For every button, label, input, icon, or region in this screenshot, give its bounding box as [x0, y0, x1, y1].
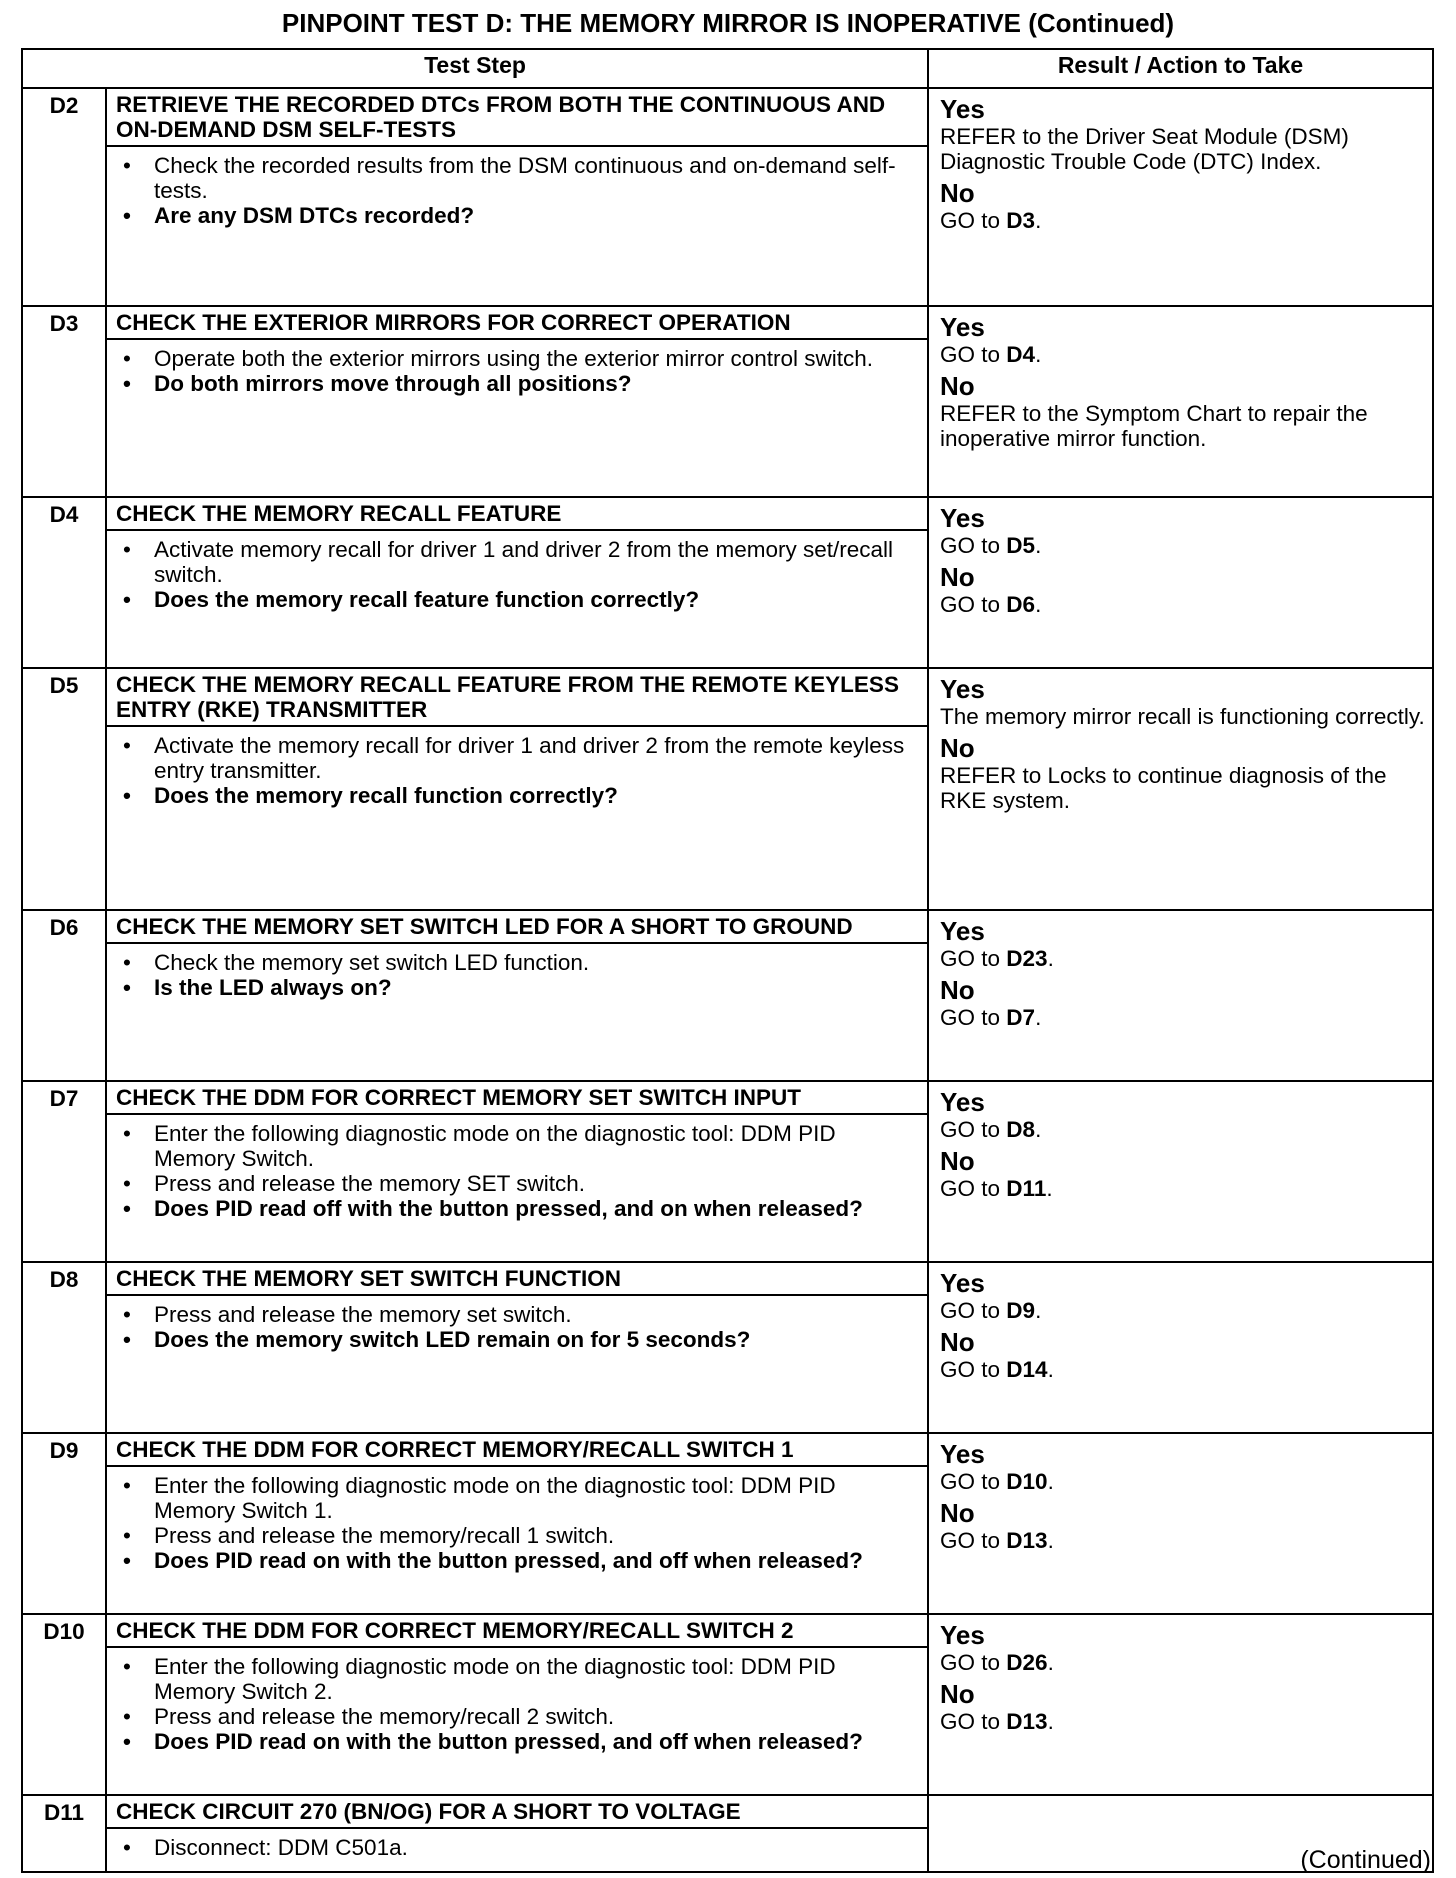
instruction-text: Check the memory set switch LED function.: [154, 950, 590, 975]
instruction-item: [116, 733, 919, 783]
result-option-no: [940, 1146, 1426, 1201]
bullet-icon: •: [123, 203, 131, 228]
step-title-row: [22, 1081, 1433, 1114]
bullet-icon: •: [123, 153, 131, 178]
instruction-text: Activate the memory recall for driver 1 and driver 2 from the remote keyless entry transmitter.: [154, 733, 905, 783]
bullet-icon: •: [123, 1171, 131, 1196]
instruction-item: [116, 1121, 919, 1171]
bullet-icon: •: [123, 1121, 131, 1146]
goto-step-link[interactable]: D4: [1006, 342, 1036, 367]
instruction-text: Enter the following diagnostic mode on the diagnostic tool: DDM PID Memory Switch 1.: [154, 1473, 836, 1523]
result-action-suffix: .: [1047, 1709, 1054, 1734]
result-action: [940, 533, 1426, 558]
result-option-yes: [940, 916, 1426, 971]
result-action-text: GO to: [940, 342, 1007, 367]
goto-step-link[interactable]: D9: [1006, 1298, 1036, 1323]
instruction-list: [116, 1473, 919, 1573]
bullet-icon: •: [123, 1704, 131, 1729]
result-action: [940, 1709, 1426, 1734]
goto-step-link[interactable]: D23: [1006, 946, 1048, 971]
step-id: D7: [22, 1081, 106, 1262]
bullet-icon: •: [123, 1327, 131, 1352]
result-action: [940, 1469, 1426, 1494]
step-title: CHECK THE DDM FOR CORRECT MEMORY/RECALL SWITCH 2: [106, 1614, 928, 1647]
result-option-yes: [940, 503, 1426, 558]
result-option-yes: [940, 674, 1426, 729]
step-instructions: [106, 1828, 928, 1872]
step-id: D10: [22, 1614, 106, 1795]
result-action: [940, 1176, 1426, 1201]
step-result: [928, 1081, 1433, 1262]
result-option-yes: [940, 1439, 1426, 1494]
result-action-text: GO to: [940, 1528, 1007, 1553]
result-label: No: [940, 975, 975, 1005]
result-action: [940, 1298, 1426, 1323]
step-instructions: [106, 1647, 928, 1795]
instruction-item: [116, 975, 919, 1000]
instruction-item: [116, 950, 919, 975]
instruction-item: [116, 371, 919, 396]
instruction-item: [116, 1548, 919, 1573]
bullet-icon: •: [123, 371, 131, 396]
instruction-item: [116, 1654, 919, 1704]
instruction-item: [116, 783, 919, 808]
result-action: [940, 592, 1426, 617]
result-action: [940, 208, 1426, 233]
instruction-text: Does the memory switch LED remain on for 5 seconds?: [154, 1327, 751, 1352]
step-id: D3: [22, 306, 106, 497]
result-option-yes: [940, 94, 1426, 174]
result-label: Yes: [940, 674, 985, 704]
result-options: [940, 674, 1426, 813]
result-option-yes: [940, 1620, 1426, 1675]
instruction-text: Enter the following diagnostic mode on the diagnostic tool: DDM PID Memory Switch 2.: [154, 1654, 836, 1704]
instruction-text: Does PID read on with the button pressed, and off when released?: [154, 1729, 863, 1754]
step-instructions: [106, 339, 928, 497]
bullet-icon: •: [123, 1654, 131, 1679]
pinpoint-test-table: [21, 48, 1434, 1873]
instruction-list: [116, 1302, 919, 1352]
instruction-text: Activate memory recall for driver 1 and driver 2 from the memory set/recall switch.: [154, 537, 893, 587]
result-action-suffix: .: [1035, 533, 1042, 558]
result-action-text: The memory mirror recall is functioning correctly.: [940, 704, 1425, 729]
result-action-text: GO to: [940, 208, 1007, 233]
step-title: RETRIEVE THE RECORDED DTCs FROM BOTH THE CONTINUOUS AND ON-DEMAND DSM SELF-TESTS: [106, 88, 928, 146]
result-action-suffix: .: [1046, 1176, 1053, 1201]
result-action: [940, 1650, 1426, 1675]
bullet-icon: •: [123, 975, 131, 1000]
result-label: No: [940, 1498, 975, 1528]
result-option-no: [940, 371, 1426, 451]
step-result: [928, 910, 1433, 1081]
result-action-suffix: .: [1035, 1298, 1042, 1323]
result-label: No: [940, 178, 975, 208]
goto-step-link[interactable]: D26: [1006, 1650, 1048, 1675]
step-result: [928, 306, 1433, 497]
result-option-no: [940, 1679, 1426, 1734]
result-action-suffix: .: [1047, 1469, 1054, 1494]
step-title: CHECK THE MEMORY SET SWITCH FUNCTION: [106, 1262, 928, 1295]
instruction-text: Does PID read on with the button pressed, and off when released?: [154, 1548, 863, 1573]
result-action: [940, 704, 1426, 729]
instruction-item: [116, 1302, 919, 1327]
step-title-row: [22, 910, 1433, 943]
bullet-icon: •: [123, 1302, 131, 1327]
step-title-row: [22, 497, 1433, 530]
bullet-icon: •: [123, 1548, 131, 1573]
step-id: D8: [22, 1262, 106, 1433]
instruction-list: [116, 537, 919, 612]
goto-step-link[interactable]: D13: [1006, 1528, 1048, 1553]
result-option-yes: [940, 1087, 1426, 1142]
result-options: [940, 1439, 1426, 1553]
result-option-no: [940, 1498, 1426, 1553]
step-result: [928, 1262, 1433, 1433]
result-action-text: GO to: [940, 1005, 1007, 1030]
result-label: No: [940, 733, 975, 763]
step-id: D11: [22, 1795, 106, 1872]
bullet-icon: •: [123, 537, 131, 562]
step-result: [928, 88, 1433, 306]
instruction-list: [116, 1121, 919, 1221]
instruction-text: Is the LED always on?: [154, 975, 392, 1000]
bullet-icon: •: [123, 346, 131, 371]
result-action-text: GO to: [940, 1117, 1007, 1142]
instruction-item: [116, 153, 919, 203]
instruction-text: Does the memory recall function correctly?: [154, 783, 618, 808]
bullet-icon: •: [123, 783, 131, 808]
page-title: PINPOINT TEST D: THE MEMORY MIRROR IS INOPERATIVE (Continued): [281, 8, 1175, 38]
result-action-suffix: .: [1047, 1650, 1054, 1675]
table-header-row: [22, 49, 1433, 88]
instruction-text: Do both mirrors move through all positions?: [154, 371, 632, 396]
step-id: D4: [22, 497, 106, 668]
bullet-icon: •: [123, 1729, 131, 1754]
step-instructions: [106, 726, 928, 910]
instruction-list: [116, 950, 919, 1000]
instruction-text: Enter the following diagnostic mode on the diagnostic tool: DDM PID Memory Switch.: [154, 1121, 836, 1171]
bullet-icon: •: [123, 1835, 131, 1860]
instruction-item: [116, 1327, 919, 1352]
goto-step-link[interactable]: D6: [1006, 592, 1036, 617]
result-action: [940, 1005, 1426, 1030]
result-action-text: GO to: [940, 1709, 1007, 1734]
result-label: No: [940, 1679, 975, 1709]
result-action-suffix: .: [1047, 1528, 1054, 1553]
step-title: CHECK THE MEMORY RECALL FEATURE FROM THE REMOTE KEYLESS ENTRY (RKE) TRANSMITTER: [106, 668, 928, 726]
step-result: [928, 668, 1433, 910]
instruction-text: Does PID read off with the button pressed, and on when released?: [154, 1196, 863, 1221]
bullet-icon: •: [123, 1523, 131, 1548]
result-label: Yes: [940, 312, 985, 342]
step-instructions: [106, 943, 928, 1081]
instruction-item: [116, 1835, 919, 1860]
result-action-suffix: .: [1035, 1117, 1042, 1142]
result-label: No: [940, 1327, 975, 1357]
instruction-text: Disconnect: DDM C501a.: [154, 1835, 408, 1860]
goto-step-link[interactable]: D11: [1006, 1176, 1047, 1201]
goto-step-link[interactable]: D7: [1006, 1005, 1036, 1030]
step-title-row: [22, 1433, 1433, 1466]
result-action: [940, 946, 1426, 971]
step-instructions: [106, 1114, 928, 1262]
step-title: CHECK CIRCUIT 270 (BN/OG) FOR A SHORT TO VOLTAGE: [106, 1795, 928, 1828]
result-options: [940, 916, 1426, 1030]
result-action-suffix: .: [1047, 946, 1054, 971]
instruction-text: Are any DSM DTCs recorded?: [154, 203, 475, 228]
instruction-item: [116, 346, 919, 371]
result-option-yes: [940, 1268, 1426, 1323]
instruction-text: Press and release the memory/recall 2 switch.: [154, 1704, 615, 1729]
step-instructions: [106, 530, 928, 668]
step-id: D2: [22, 88, 106, 306]
step-title: CHECK THE MEMORY RECALL FEATURE: [106, 497, 928, 530]
result-action-text: GO to: [940, 1469, 1007, 1494]
result-action-text: GO to: [940, 1298, 1007, 1323]
result-action: [940, 1357, 1426, 1382]
bullet-icon: •: [123, 587, 131, 612]
step-title-row: [22, 668, 1433, 726]
instruction-text: Check the recorded results from the DSM continuous and on-demand self-tests.: [154, 153, 896, 203]
step-title: CHECK THE DDM FOR CORRECT MEMORY SET SWITCH INPUT: [106, 1081, 928, 1114]
header-result: Result / Action to Take: [928, 49, 1433, 88]
result-action: [940, 1528, 1426, 1553]
instruction-item: [116, 1473, 919, 1523]
result-action-text: GO to: [940, 1176, 1007, 1201]
instruction-list: [116, 733, 919, 808]
result-option-yes: [940, 312, 1426, 367]
step-id: D6: [22, 910, 106, 1081]
result-action-text: GO to: [940, 946, 1007, 971]
bullet-icon: •: [123, 1473, 131, 1498]
goto-step-link[interactable]: D3: [1006, 208, 1036, 233]
result-option-no: [940, 562, 1426, 617]
step-title-row: [22, 306, 1433, 339]
result-action-suffix: .: [1047, 1357, 1054, 1382]
continued-note: (Continued): [1300, 1846, 1431, 1874]
result-action-text: GO to: [940, 533, 1007, 558]
goto-step-link[interactable]: D8: [1006, 1117, 1036, 1142]
result-label: Yes: [940, 1087, 985, 1117]
instruction-text: Press and release the memory/recall 1 switch.: [154, 1523, 615, 1548]
result-action-suffix: .: [1035, 592, 1042, 617]
bullet-icon: •: [123, 733, 131, 758]
result-action: [940, 401, 1426, 451]
result-label: Yes: [940, 1268, 985, 1298]
step-title: CHECK THE MEMORY SET SWITCH LED FOR A SHORT TO GROUND: [106, 910, 928, 943]
step-title-row: [22, 1614, 1433, 1647]
instruction-item: [116, 1523, 919, 1548]
step-title-row: [22, 1262, 1433, 1295]
instruction-text: Operate both the exterior mirrors using the exterior mirror control switch.: [154, 346, 874, 371]
bullet-icon: •: [123, 950, 131, 975]
instruction-text: Press and release the memory set switch.: [154, 1302, 572, 1327]
instruction-text: Press and release the memory SET switch.: [154, 1171, 586, 1196]
step-title-row: [22, 1795, 1433, 1828]
step-result: [928, 1433, 1433, 1614]
bullet-icon: •: [123, 1196, 131, 1221]
instruction-item: [116, 1704, 919, 1729]
result-action-suffix: .: [1035, 342, 1042, 367]
goto-step-link[interactable]: D10: [1006, 1469, 1048, 1494]
result-action-text: REFER to the Symptom Chart to repair the inoperative mirror function.: [940, 401, 1368, 451]
result-action-suffix: .: [1035, 1005, 1042, 1030]
instruction-list: [116, 346, 919, 396]
header-test-step: Test Step: [22, 49, 928, 88]
step-instructions: [106, 1466, 928, 1614]
step-instructions: [106, 1295, 928, 1433]
result-action-text: GO to: [940, 1357, 1007, 1382]
instruction-item: [116, 1171, 919, 1196]
instruction-text: Does the memory recall feature function correctly?: [154, 587, 700, 612]
result-label: No: [940, 1146, 975, 1176]
result-options: [940, 94, 1426, 233]
instruction-list: [116, 153, 919, 228]
instruction-item: [116, 1196, 919, 1221]
step-result: [928, 497, 1433, 668]
result-action: [940, 342, 1426, 367]
result-options: [940, 503, 1426, 617]
result-option-no: [940, 733, 1426, 813]
step-instructions: [106, 146, 928, 306]
step-id: D5: [22, 668, 106, 910]
result-action: [940, 124, 1426, 174]
instruction-list: [116, 1654, 919, 1754]
result-label: No: [940, 371, 975, 401]
step-title: CHECK THE EXTERIOR MIRRORS FOR CORRECT OPERATION: [106, 306, 928, 339]
instruction-list: [116, 1835, 919, 1860]
result-label: Yes: [940, 916, 985, 946]
result-action: [940, 763, 1426, 813]
step-title-row: [22, 88, 1433, 146]
step-id: D9: [22, 1433, 106, 1614]
result-action-text: REFER to Locks to continue diagnosis of the RKE system.: [940, 763, 1387, 813]
step-title: CHECK THE DDM FOR CORRECT MEMORY/RECALL SWITCH 1: [106, 1433, 928, 1466]
result-label: Yes: [940, 1439, 985, 1469]
result-option-no: [940, 1327, 1426, 1382]
result-action-text: REFER to the Driver Seat Module (DSM) Diagnostic Trouble Code (DTC) Index.: [940, 124, 1349, 174]
result-options: [940, 1620, 1426, 1734]
result-option-no: [940, 975, 1426, 1030]
step-result: [928, 1614, 1433, 1795]
result-label: Yes: [940, 1620, 985, 1650]
result-action: [940, 1117, 1426, 1142]
result-option-no: [940, 178, 1426, 233]
goto-step-link[interactable]: D14: [1006, 1357, 1048, 1382]
result-action-suffix: .: [1035, 208, 1042, 233]
result-action-text: GO to: [940, 592, 1007, 617]
result-label: No: [940, 562, 975, 592]
goto-step-link[interactable]: D5: [1006, 533, 1036, 558]
steps-body: [22, 88, 1433, 1872]
result-label: Yes: [940, 94, 985, 124]
result-label: Yes: [940, 503, 985, 533]
result-options: [940, 1087, 1426, 1201]
instruction-item: [116, 1729, 919, 1754]
instruction-item: [116, 587, 919, 612]
result-options: [940, 312, 1426, 451]
result-action-text: GO to: [940, 1650, 1007, 1675]
result-options: [940, 1268, 1426, 1382]
goto-step-link[interactable]: D13: [1006, 1709, 1048, 1734]
instruction-item: [116, 203, 919, 228]
instruction-item: [116, 537, 919, 587]
